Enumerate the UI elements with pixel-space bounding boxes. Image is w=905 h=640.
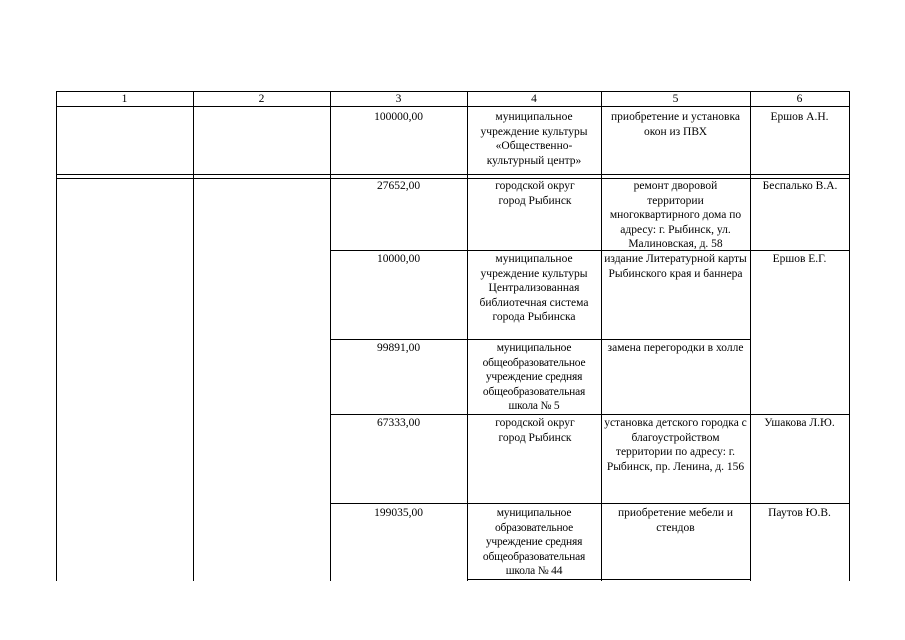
purpose-cell: ремонт дворовой территории многоквартирного дома по адресу: г. Рыбинск, ул. Малиновская, д. 58: [609, 180, 742, 250]
purpose-cell: приобретение мебели и стендов: [617, 507, 734, 534]
responsible-cell: Ершов А.Н.: [770, 111, 829, 123]
col-border-4: [601, 91, 602, 581]
institution-cell: городской округ город Рыбинск: [495, 417, 575, 444]
institution-cell: городской округ город Рыбинск: [495, 180, 575, 207]
institution-cell: муниципальное образовательное учреждение средняя общеобразовательная школа № 44: [482, 507, 586, 577]
row-5-bottom-border: [330, 503, 850, 504]
header-cell-5: 5: [672, 93, 679, 105]
row-1-bottom-border: [56, 174, 850, 175]
header-cell-6: 6: [796, 93, 803, 105]
responsible-cell: Паутов Ю.В.: [768, 507, 831, 519]
row-4-bottom-border: [330, 414, 850, 415]
responsible-cell: Ушакова Л.Ю.: [764, 417, 835, 429]
header-cell-1: 1: [121, 93, 128, 105]
row-2-bottom-border: [330, 250, 850, 251]
amount-cell: 67333,00: [376, 417, 421, 429]
amount-cell: 99891,00: [376, 342, 421, 354]
col-border-6: [849, 91, 850, 581]
amount-cell: 199035,00: [374, 507, 423, 519]
purpose-cell: издание Литературной карты Рыбинского края и баннера: [604, 253, 747, 280]
institution-cell: муниципальное учреждение культуры «Общественно-культурный центр»: [480, 111, 588, 167]
responsible-cell: Ершов Е.Г.: [772, 253, 827, 265]
institution-cell: муниципальное общеобразовательное учреждение средняя общеобразовательная школа № 5: [482, 342, 586, 412]
institution-cell: муниципальное учреждение культуры Централизованная библиотечная система города Рыбинска: [479, 253, 589, 323]
responsible-cell: Беспалько В.А.: [762, 180, 838, 192]
amount-cell: 10000,00: [376, 253, 421, 265]
amount-cell: 27652,00: [376, 180, 421, 192]
purpose-cell: установка детского городка с благоустройством территории по адресу: г. Рыбинск, пр. Ленина, д. 156: [604, 417, 747, 473]
amount-cell: 100000,00: [374, 111, 423, 123]
header-cell-4: 4: [531, 93, 537, 105]
col-border-1: [193, 91, 194, 581]
row-6-bottom-border: [467, 579, 751, 580]
header-cell-3: 3: [395, 93, 402, 105]
col-border-0: [56, 91, 57, 581]
purpose-cell: приобретение и установка окон из ПВХ: [611, 111, 740, 138]
purpose-cell: замена перегородки в холле: [607, 342, 744, 354]
row-3-bottom-border: [330, 339, 750, 340]
header-cell-2: 2: [258, 93, 265, 105]
